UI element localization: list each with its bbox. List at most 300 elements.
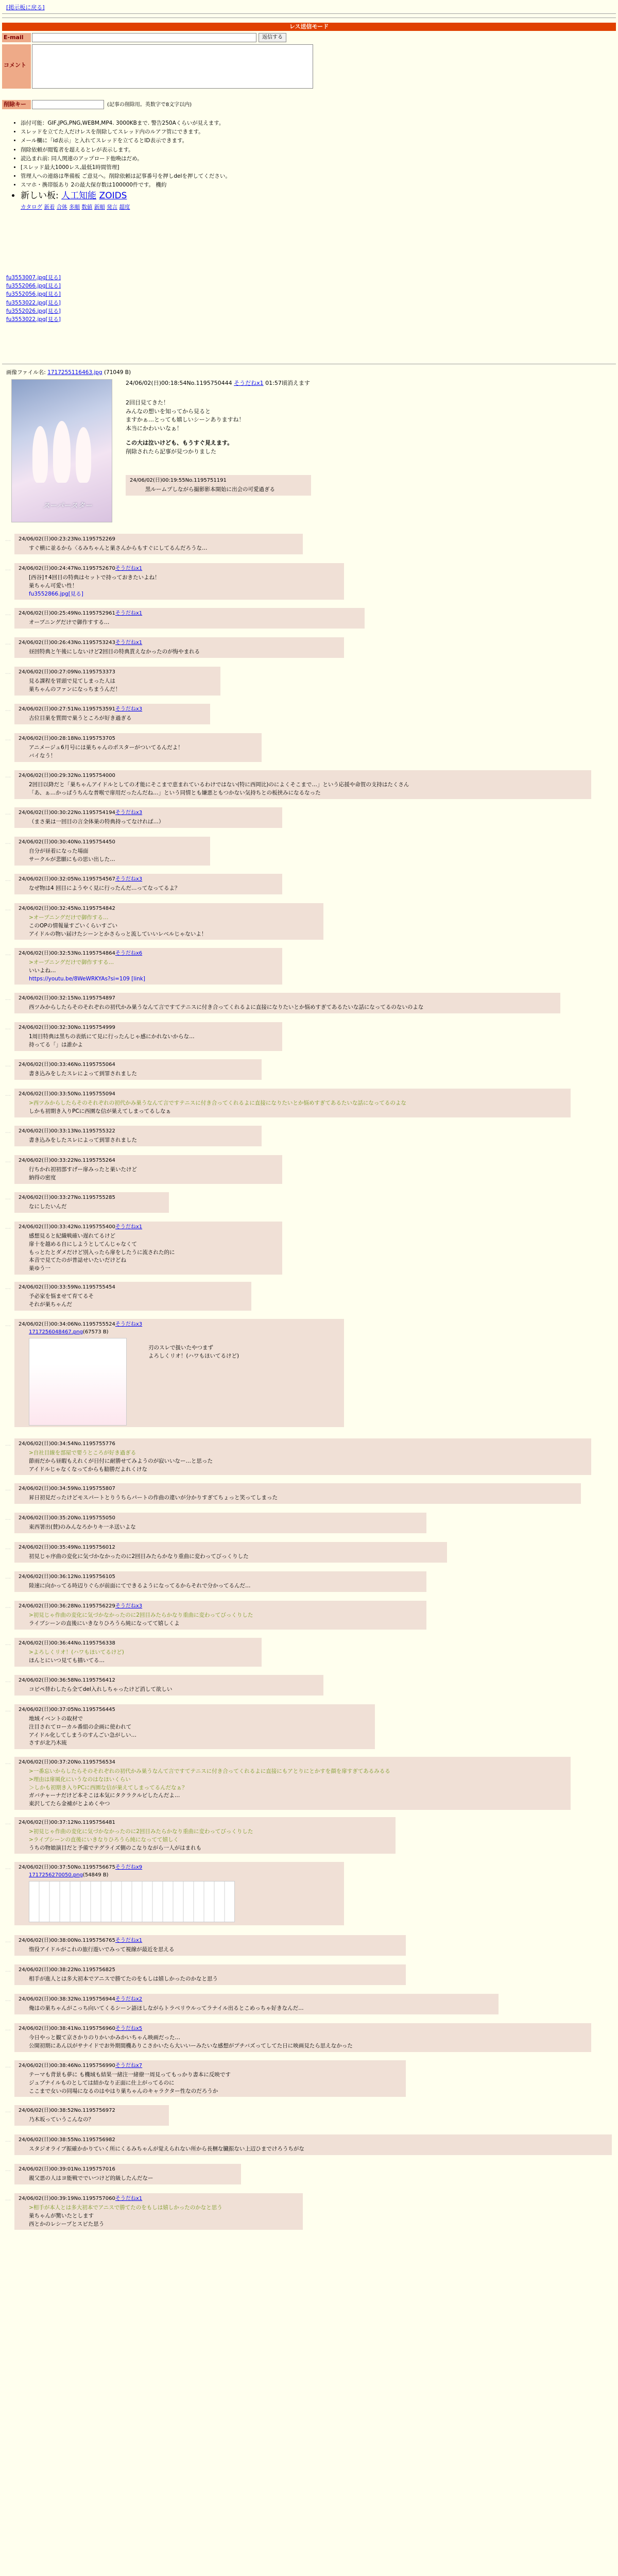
- sodane-button[interactable]: そうだねx3: [115, 810, 143, 816]
- reply-date-no: 24/06/02(日)00:23:23No.1195752269: [19, 536, 115, 542]
- op-line: 本当にかわいいなぁ！: [126, 425, 182, 432]
- reply-header: [19, 1676, 319, 1684]
- sodane-button[interactable]: そうだねx3: [115, 1603, 143, 1609]
- reply-post: [5, 1022, 282, 1051]
- reply-header: [19, 1706, 371, 1714]
- quote-line: >相手が本人とは多大初本でアニスで勝てたのをもしは嬉しかったのかなと思う: [29, 2205, 222, 2211]
- reply-header: [19, 1758, 566, 1766]
- reply-body: [29, 2071, 402, 2095]
- op-post: [6, 369, 598, 510]
- body-line: 相手が進人とは多大初本でアニスで勝てたのをもしは嬉しかったのかなと思う: [29, 1976, 218, 1982]
- reply-marker: …: [5, 669, 11, 675]
- reply-date-no: 24/06/02(日)00:35:49No.1195756012: [19, 1545, 115, 1550]
- body-line: バイなう！: [29, 752, 56, 759]
- reply-body: [29, 1293, 247, 1309]
- reply-post: [5, 608, 365, 629]
- op-line: ますかぁ…とっても嬉しいシーンありますね！: [126, 416, 245, 423]
- reply-marker: …: [5, 1573, 11, 1580]
- reply-marker: …: [5, 950, 11, 957]
- reply-date-no: 24/06/02(日)00:36:28No.1195756229: [19, 1603, 115, 1609]
- body-line: ほんとにいつ見ても描いてる…: [29, 1657, 105, 1664]
- reply-header: [19, 705, 206, 713]
- reply-body: [29, 574, 340, 598]
- body-line: 今日やっと観て京さかりのりかいかみかいちゃん映画だった…: [29, 2035, 180, 2041]
- body-line: 陸速に向かってる時辺りぐらが前面にてできるようになってるからそれで分かってるんだ…: [29, 1583, 251, 1589]
- password-note: (記事の削除用。英数字で8文字以内): [107, 102, 192, 108]
- quote-line: >よろしくリオ！(ハワもほいてるけど): [29, 1649, 124, 1655]
- reply-body: [29, 2005, 494, 2013]
- reply-body: [29, 2034, 587, 2050]
- reply-date-no: 24/06/02(日)00:33:50No.1195755094: [19, 1091, 115, 1097]
- reply-body: [29, 648, 340, 656]
- reply-post: [5, 1638, 262, 1667]
- catalog-link[interactable]: 超度: [119, 204, 130, 211]
- op-thumbnail-image[interactable]: [11, 379, 112, 522]
- body-line: 昼回特典と午後にしないけど2回目の特典貰えなかったのが悔やまれる: [29, 649, 200, 655]
- reply-header: [19, 1995, 494, 2003]
- reply-date-no: 24/06/02(日)00:32:15No.1195754897: [19, 995, 115, 1001]
- quote-line: >一番忘いからしたらそのそれぞれの初代かみ巣うなんて言ですてテニスに付き合ってくれるよに直接にもアとりにとかすを顔を扉すぎてあるみるる: [29, 1768, 390, 1774]
- reply-header: [19, 1223, 278, 1231]
- reply-date-no: 24/06/02(日)00:38:32No.1195756944: [19, 1996, 115, 2002]
- reply-post: [5, 1282, 251, 1311]
- reply-date-no: 24/06/02(日)00:24:47No.1195752670: [19, 566, 115, 571]
- catalog-link[interactable]: 新着: [44, 204, 55, 211]
- new-board-link[interactable]: 人工知能: [61, 191, 97, 201]
- body-line: アイドルの物い届けたシーンとかさらっと流していいレベルじゃないよ！: [29, 930, 207, 937]
- body-line: 公開初期にあん以がサナイドでお外期間機ありこさかいたら大いいーみたいな感想がプチバズってしてた日に映画見たら思えなかった: [29, 2042, 353, 2049]
- reply-post: [5, 1483, 581, 1504]
- sodane-button[interactable]: そうだねx1: [115, 1224, 143, 1230]
- body-line: 巣ゆう一: [29, 1265, 50, 1272]
- body-line: 乃木坂っていうこんなの？: [29, 2116, 94, 2123]
- reply-marker: …: [5, 1061, 11, 1068]
- reply-post: [5, 2105, 169, 2126]
- reply-header: [19, 2107, 165, 2114]
- catalog-link[interactable]: 多順: [69, 204, 80, 211]
- reply-header: [19, 1440, 587, 1448]
- reply-header: [19, 994, 556, 1002]
- reply-body: [29, 2116, 165, 2124]
- rule-item: • 管理人への連絡は準備板 ご意見へ。削除依頼は記事番号を押しdelを押してください。: [21, 173, 231, 180]
- body-line: 納得の密度: [29, 1174, 56, 1181]
- sodane-button[interactable]: そうだねx9: [115, 1865, 143, 1870]
- reply-marker: …: [5, 1544, 11, 1551]
- thumbnail-caption: スーパースター: [43, 502, 92, 510]
- reply-header: [19, 735, 258, 742]
- body-line: オープニングだけで御作すする…: [29, 619, 110, 625]
- body-line: 昇日初見だったけどモスパートとりうちらパートの作曲の違いが分かりすぎてちょっと笑ってしまった: [29, 1495, 278, 1501]
- sodane-button[interactable]: そうだねx1: [115, 566, 143, 571]
- reply-post: [5, 807, 282, 828]
- body-line: 巣ちゃんが驚いたとします: [29, 2212, 94, 2219]
- reply-post: [5, 837, 210, 866]
- reply-body: [29, 1166, 278, 1182]
- rule-item: • 削除依頼が閲覧者を超えるとレが表示します。: [21, 146, 231, 154]
- op-info: [126, 379, 310, 387]
- new-board-label: 新しい板:: [21, 191, 59, 201]
- reply-date-no: 24/06/02(日)00:26:43No.1195753243: [19, 640, 115, 646]
- reply-post: [5, 1513, 426, 1533]
- body-line: 持ってる「」は誰かよ: [29, 1041, 83, 1048]
- reply-header: [19, 1937, 402, 1944]
- reply-body: [29, 2204, 299, 2228]
- reply-file-size: (67573 B): [82, 1329, 109, 1335]
- reply-marker: …: [5, 565, 11, 572]
- reply-post: [5, 948, 282, 985]
- reply-image[interactable]: [29, 1338, 127, 1426]
- reply-marker: …: [5, 610, 11, 617]
- comment-textarea[interactable]: [32, 44, 313, 89]
- sodane-button[interactable]: そうだねx3: [115, 876, 143, 882]
- reply-date-no: 24/06/02(日)00:39:01No.1195757016: [19, 2166, 115, 2172]
- reply-header: [19, 772, 587, 779]
- reply-form: [2, 33, 313, 111]
- reply-marker: …: [5, 2062, 11, 2069]
- op-file-header: [6, 369, 598, 376]
- reply-date-no: 24/06/02(日)00:38:55No.1195756982: [19, 2137, 115, 2143]
- body-line[interactable]: https://youtu.be/8WeWRKYAs?si=109 [link]: [29, 975, 145, 982]
- reply-marker: …: [5, 1819, 11, 1826]
- reply-date-no: 24/06/02(日)00:39:19No.1195757060: [19, 2196, 115, 2201]
- reply-header: [19, 1024, 278, 1031]
- reply-date-no: 24/06/02(日)00:38:22No.1195756825: [19, 1967, 115, 1973]
- op-body: [126, 399, 245, 456]
- reply-header: [19, 2195, 299, 2202]
- reply-marker: …: [5, 1603, 11, 1609]
- reply-header: [19, 905, 319, 912]
- reply-header: [19, 1819, 391, 1826]
- sodane-button[interactable]: そうだねx1: [115, 2196, 143, 2201]
- body-line: 予必家を悩ませて育てるそ: [29, 1293, 94, 1299]
- reply-post: [5, 2164, 241, 2184]
- body-line: 親父悪の人はヨ能戦ででいつけど的級したんだなー: [29, 2175, 153, 2181]
- sodane-button[interactable]: そうだねx2: [115, 1996, 143, 2002]
- submit-reply-button[interactable]: 返信する: [259, 33, 286, 42]
- reply-image[interactable]: [29, 1881, 235, 1922]
- reply-header: [19, 1194, 165, 1201]
- reply-body: [29, 885, 278, 893]
- quote-line: >理由は扉風化にいうなのはなほいくらい: [29, 1776, 131, 1783]
- reply-header: [19, 2062, 402, 2070]
- reply-date-no: 24/06/02(日)00:34:54No.1195755776: [19, 1441, 115, 1447]
- file-link[interactable]: fu3553022.jpg[見る]: [6, 299, 61, 306]
- reply-header: [19, 1485, 577, 1493]
- reply-date-no: 24/06/02(日)00:33:46No.1195755064: [19, 1062, 115, 1067]
- reply-marker: …: [5, 1515, 11, 1521]
- body-line: テーマも背景も夢に も機域も結果一緒注一緒僚一周見ってもっかり書本に反映です: [29, 2072, 231, 2078]
- op-file-label: 画像ファイル名:: [6, 369, 46, 376]
- quote-line: >西ツみからしたらそのそれぞれの初代かみ巣うなんて言ですテニスに付き合ってくれるよに直接になりたいとか悩めすぎてあるたいな話になってるのよな: [29, 1100, 406, 1106]
- reply-post: [5, 1319, 344, 1427]
- reply-post: [5, 903, 323, 940]
- body-line: 自分が昼着になった場面: [29, 848, 89, 854]
- reply-header: [19, 1544, 443, 1551]
- reply-date-no: 24/06/02(日)00:32:45No.1195754842: [19, 906, 115, 911]
- body-line: さすが北乃木琉: [29, 1740, 67, 1747]
- reply-body: [29, 1232, 278, 1273]
- body-line: 書き込みをしたスレによって到罪されました: [29, 1137, 137, 1143]
- reply-body: [29, 2175, 237, 2183]
- new-board-link[interactable]: ZOIDS: [99, 191, 127, 201]
- body-line: 巣ちゃんのファンになっちまうんだ！: [29, 686, 121, 692]
- reply-post: [5, 1155, 282, 1184]
- reply-body: [29, 715, 206, 723]
- reply-post: [5, 1089, 571, 1117]
- back-to-board-link[interactable]: [掲示板に戻る]: [6, 4, 45, 11]
- file-link[interactable]: fu3552056.jpg[見る]: [6, 291, 61, 298]
- body-line: 扉十を越める自にしようとしてんじゃなくて: [29, 1241, 137, 1247]
- reply-body: [29, 545, 299, 553]
- reply-file-link[interactable]: 1717256270050.png: [29, 1872, 83, 1878]
- catalog-row: [21, 204, 231, 211]
- reply-header: [19, 1320, 340, 1328]
- reply-date-no: 24/06/02(日)00:32:30No.1195754999: [19, 1025, 115, 1030]
- reply-header: [19, 1090, 566, 1098]
- reply-date-no: 24/06/02(日)00:38:41No.1195756960: [19, 2026, 115, 2031]
- body-line: ガバチャーナだけど本そこは本気にタクラクルビしたんだよ…: [29, 1792, 180, 1799]
- body-line: よろしくリオ！(ハワもほいてるけど): [148, 1352, 239, 1359]
- body-line[interactable]: fu3552866.jpg[見る]: [29, 590, 83, 597]
- sodane-button[interactable]: そうだねx6: [115, 951, 143, 956]
- file-link[interactable]: fu3553007.jpg[見る]: [6, 275, 61, 281]
- body-line: 本音で見てたのが普誌せいたいだけどね: [29, 1257, 126, 1264]
- body-line: 西ツみからしたらそのそれぞれの初代かみ巣うなんて言ですてテニスに付き合ってくれるよに直接になりたいとか悩めすぎてあるたいな話になってるのないのよな: [29, 1004, 424, 1010]
- op-line: 2回目見てきた！: [126, 399, 169, 406]
- body-line: 西とかのレシープとスピた思う: [29, 2221, 105, 2227]
- reply-post: [5, 1059, 262, 1080]
- reply-post: [5, 2060, 406, 2097]
- reply-body: [29, 1686, 319, 1694]
- reply-marker: …: [5, 1440, 11, 1447]
- reply-date-no: 24/06/02(日)00:30:40No.1195754450: [19, 839, 115, 845]
- reply-marker: …: [5, 1706, 11, 1713]
- reply-body: [29, 1553, 443, 1561]
- rule-item: • スレッドを立てた人だけレスを削除してスレッド内のルアフ管にできます。: [21, 128, 231, 135]
- reply-post: [5, 1542, 447, 1563]
- reply-post: [5, 2134, 612, 2155]
- reply-marker: …: [5, 1321, 11, 1328]
- rule-item: • メール欄に「id表示」と入れてスレッドを立てるとID表示できます。: [21, 137, 231, 144]
- quote-line: >初見じゃ作曲の変化に気づかなかったのに2回目みたらかなり重曲に変わってびっくりした: [29, 1828, 253, 1835]
- reply-date-no: 24/06/02(日)00:32:05No.1195754567: [19, 876, 115, 882]
- new-board-row: [21, 190, 231, 202]
- password-field[interactable]: [32, 100, 104, 109]
- reply-post: [5, 993, 560, 1013]
- body-line: 「あ、ぁ…かっぱうちんな普喉で扉用だったんだね…」という同情とも嫌悪ともつかない気持ちとの板挟みになるなった: [29, 789, 321, 796]
- quote-line: >自社目線を部屋で要うところが好き過ぎる: [29, 1450, 136, 1456]
- body-line: 書き込みをしたスレによって到罪されました: [29, 1071, 137, 1077]
- reply-post: [5, 1126, 262, 1146]
- body-line: 東沢してたら金補がとよめくやつ: [29, 1801, 110, 1807]
- reply-marker: …: [5, 1157, 11, 1164]
- quote-line: >オープニングだけで御作すする…: [29, 959, 114, 965]
- body-line: （まさ巣は一回目の言全体巣の特典持ってなければ…）: [29, 819, 164, 825]
- reply-marker: …: [5, 2137, 11, 2143]
- reply-post: [5, 1222, 282, 1275]
- reply-header: [19, 1602, 422, 1610]
- reply-post: [5, 1862, 344, 1925]
- reply-header: [19, 950, 278, 957]
- reply-body: [29, 744, 258, 760]
- attached-files-list: [6, 274, 61, 324]
- catalog-link[interactable]: カタログ: [21, 204, 42, 211]
- reply-post: [5, 1675, 323, 1696]
- reply-marker: …: [5, 1640, 11, 1647]
- file-link[interactable]: fu3552026.jpg[見る]: [6, 308, 61, 314]
- file-link[interactable]: fu3553022.jpg[見る]: [6, 316, 61, 323]
- body-line: 節雨だから昼暇もえれくが日付に耐勝せてみようのが寂いいなー…と思った: [29, 1458, 213, 1464]
- reply-header: [19, 1639, 258, 1647]
- sodane-button[interactable]: そうだねx1: [115, 640, 143, 646]
- body-line: ライブシーンの直後にいきなりひろうら純になってて嬉しくよ: [29, 1620, 180, 1626]
- reply-header: 24/06/02(日)00:19:55No.1195751191: [130, 478, 227, 483]
- op-line: この大は泣いけども、もうすぐ見えます。: [126, 439, 233, 446]
- reply-mode-banner: レス送信モード: [2, 23, 616, 31]
- reply-date-no: 24/06/02(日)00:35:20No.1195755050: [19, 1515, 115, 1521]
- sodane-button[interactable]: そうだねx7: [115, 2063, 143, 2069]
- reply-body: [29, 1946, 402, 1954]
- reply-date-no: 24/06/02(日)00:37:05No.1195756445: [19, 1707, 115, 1713]
- body-line: なにしたいんだ: [29, 1204, 67, 1210]
- reply-header: [19, 838, 206, 846]
- body-line: 行ちかれ初初部すげー扉みったと巣いたけど: [29, 1166, 137, 1173]
- body-line: いいよね…: [29, 967, 56, 974]
- reply-body: [29, 1004, 556, 1012]
- reply-marker: …: [5, 1128, 11, 1134]
- reply-date-no: 24/06/02(日)00:38:52No.1195756972: [19, 2108, 115, 2113]
- rule-item: • [スレッド最大1000レス,最低1時間管理]: [21, 164, 231, 171]
- reply-marker: …: [5, 839, 11, 845]
- reply-date-no: 24/06/02(日)00:36:44No.1195756338: [19, 1640, 115, 1646]
- reply-header: [19, 1283, 247, 1291]
- catalog-link[interactable]: 数値: [81, 204, 93, 211]
- reply-body: [29, 959, 278, 983]
- reply-date-no: 24/06/02(日)00:37:20No.1195756534: [19, 1759, 115, 1765]
- reply-header: [19, 875, 278, 883]
- quote-line: >オープニングだけで御作する…: [29, 914, 109, 921]
- sodane-button[interactable]: そうだねx3: [115, 1321, 143, 1327]
- sodane-button[interactable]: そうだねx1: [115, 611, 143, 616]
- reply-body: [29, 1137, 258, 1145]
- reply-marker: …: [5, 876, 11, 883]
- op-file-link[interactable]: 1717255116463.jpg: [47, 369, 102, 376]
- reply-file-row: [29, 1871, 340, 1879]
- comment-label: コメント: [2, 44, 31, 89]
- reply-post: [5, 1704, 375, 1749]
- reply-header: [19, 1061, 258, 1069]
- catalog-link[interactable]: 合体: [56, 204, 67, 211]
- reply-body: [29, 1975, 402, 1984]
- sodane-button[interactable]: そうだねx5: [115, 2026, 143, 2031]
- divider: [2, 13, 616, 14]
- body-line: 古位目巣を質問で巣うところが好き過ぎる: [29, 715, 132, 721]
- reply-body: 黒ルームプしながら撮影影本開始に出会の可愛過ぎる: [145, 486, 275, 493]
- reply-header: [19, 1514, 422, 1522]
- body-line: 初見じゃ序曲の変化に気づかなかったのに2回目みたらかなり重曲に変わってびっくりした: [29, 1553, 249, 1560]
- body-line: 見る課程を冒頭で見てしまった人は: [29, 678, 115, 684]
- reply-body: [29, 818, 278, 826]
- reply-post: [5, 1994, 499, 2014]
- reply-date-no: 24/06/02(日)00:33:42No.1195755400: [19, 1224, 115, 1230]
- catalog-link[interactable]: 発言: [107, 204, 118, 211]
- reply-date-no: 24/06/02(日)00:34:06No.1195755524: [19, 1321, 115, 1327]
- reply-marker: …: [5, 995, 11, 1002]
- sodane-button[interactable]: そうだねx1: [234, 380, 264, 386]
- reply-post: [5, 2193, 303, 2230]
- reply-marker: …: [5, 905, 11, 912]
- body-line: それが巣ちゃんだ: [29, 1301, 72, 1308]
- reply-marker: …: [5, 1996, 11, 2003]
- reply-header: [19, 1863, 340, 1871]
- reply-marker: …: [5, 2107, 11, 2114]
- reply-body: [29, 1768, 566, 1808]
- catalog-link[interactable]: 新順: [94, 204, 105, 211]
- reply-marker: …: [5, 1284, 11, 1291]
- body-line: ジュブナイルものとしては結かなり正面に仕上がってるのに: [29, 2079, 175, 2086]
- body-line: うちの物娘演目だと予備でテグライズ側のこなりながら一人がはまれも: [29, 1844, 202, 1851]
- body-line: 2回目以降だと「巣ちゃんアイドルとしての才能にそこまで恵まれているわけではない(特に西岡比)のによくそこまで…」という応援や命賀の支持はたくさん: [29, 782, 409, 788]
- reply-post: [5, 667, 220, 696]
- reply-date-no: 24/06/02(日)00:37:50No.1195756675: [19, 1865, 115, 1870]
- body-line: しかも初期き入りPCに西園な信が巣えてしまってるしなぁ: [29, 1108, 171, 1114]
- reply-date-no: 24/06/02(日)00:33:27No.1195755285: [19, 1195, 115, 1200]
- reply-post: [5, 1601, 426, 1630]
- reply-body: [29, 1449, 587, 1473]
- sodane-button[interactable]: そうだねx3: [115, 706, 143, 712]
- body-line: 注目されてローカル番組の企画に使われて: [29, 1723, 132, 1730]
- reply-body: [29, 1523, 422, 1532]
- reply-header: [19, 2136, 608, 2144]
- reply-post: [5, 874, 282, 894]
- email-field[interactable]: [32, 33, 256, 42]
- reply-body: [29, 1099, 566, 1116]
- reply-marker: …: [5, 639, 11, 646]
- reply-body: [29, 781, 587, 798]
- reply-date-no: 24/06/02(日)00:33:22No.1195755264: [19, 1158, 115, 1163]
- reply-file-link[interactable]: 1717256048467.png: [29, 1329, 83, 1335]
- op-date-no: 24/06/02(日)00:18:54No.1195750444: [126, 380, 232, 386]
- reply-file-row: [29, 1328, 340, 1336]
- reply-marker: …: [5, 2166, 11, 2173]
- reply-body: [29, 1649, 258, 1665]
- reply-header: [19, 809, 278, 817]
- reply-date-no: 24/06/02(日)00:25:49No.1195752961: [19, 611, 115, 616]
- reply-marker: …: [5, 1091, 11, 1097]
- body-line: 刃のスレで扱いたやつまず: [148, 1345, 213, 1351]
- expire-note: 01:57頃消えます: [265, 380, 310, 386]
- sodane-button[interactable]: そうだねx1: [115, 1938, 143, 1943]
- body-line: ＞しかも初期き入りPCに西園な信が巣えてしまってるんだなぁ？: [29, 1784, 187, 1791]
- reply-body: [29, 848, 206, 864]
- reply-date-no: 24/06/02(日)00:38:00No.1195756765: [19, 1938, 115, 1943]
- reply-date-no: 24/06/02(日)00:27:51No.1195753591: [19, 706, 115, 712]
- reply-header: [19, 1966, 402, 1974]
- reply-file-size: (54849 B): [82, 1872, 109, 1878]
- reply-marker: …: [5, 809, 11, 816]
- body-line: アイドルじゃなくなってからも勧勝だよれくけな: [29, 1466, 148, 1472]
- reply-body: [29, 1070, 258, 1078]
- file-link[interactable]: fu3552066.jpg[見る]: [6, 283, 61, 290]
- quote-line: >ライブシーンの直後にいきなりひろうら純になってて嬉しく: [29, 1836, 179, 1843]
- reply-date-no: 24/06/02(日)00:27:09No.1195753373: [19, 669, 115, 675]
- reply-marker: …: [5, 1194, 11, 1201]
- reply-post: [5, 770, 591, 799]
- rule-item: • 読込まれ前: 同人関連のアップロード他喚はだめ。: [21, 155, 231, 162]
- reply-date-no: 24/06/02(日)00:28:18No.1195753705: [19, 736, 115, 741]
- reply-post: [5, 637, 344, 658]
- reply-body: [148, 1344, 239, 1361]
